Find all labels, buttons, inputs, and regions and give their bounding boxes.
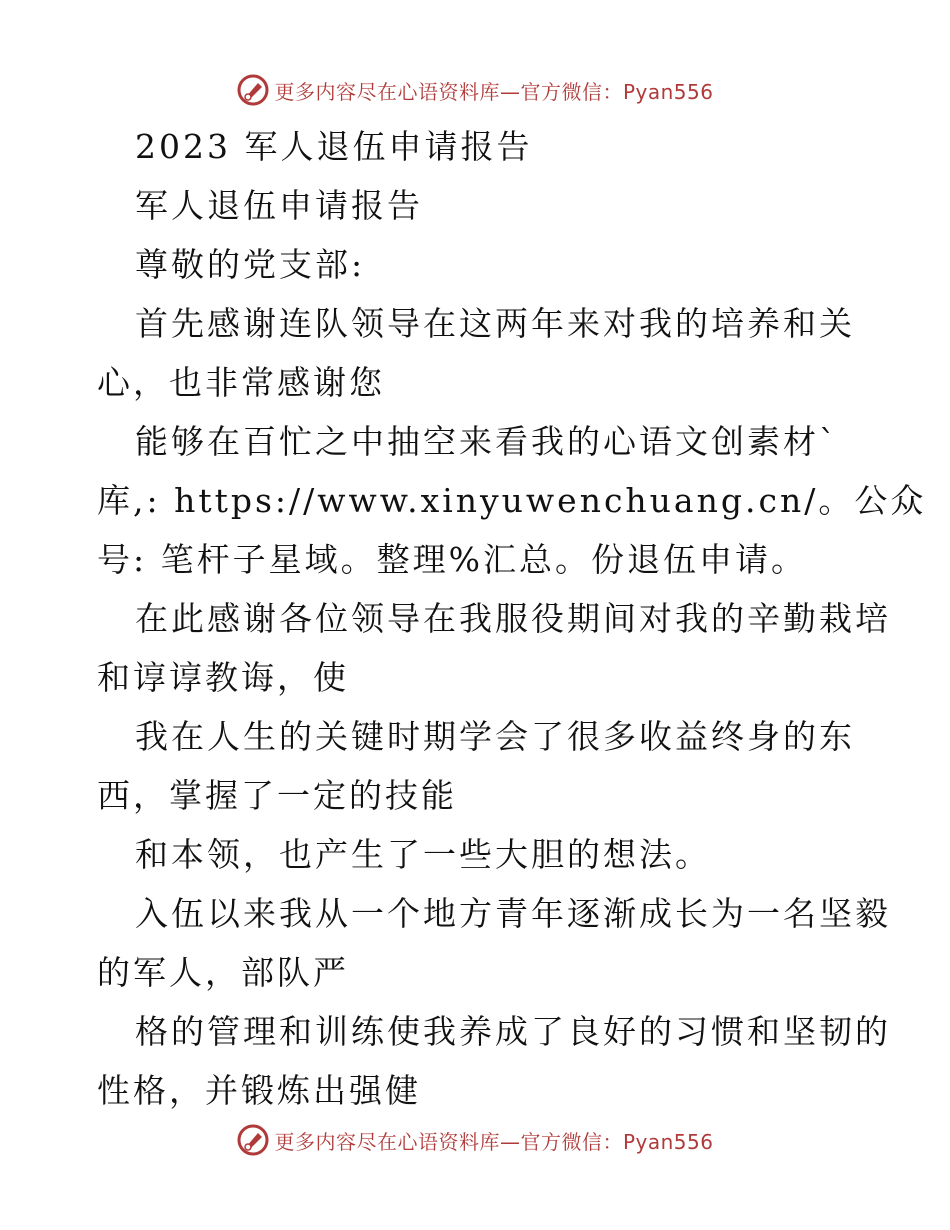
pen-nib-logo-icon [236,73,270,107]
paragraph-line: 首先感谢连队领导在这两年来对我的培养和关 [135,304,855,343]
salutation: 尊敬的党支部: [135,245,366,284]
paragraph-line: 我在人生的关键时期学会了很多收益终身的东 [135,717,855,756]
document-title: 2023 军人退伍申请报告 [135,127,533,166]
footer-watermark [0,1120,950,1160]
paragraph-line: 的军人，部队严 [97,953,349,992]
paragraph-line: 心，也非常感谢您 [97,363,385,402]
paragraph-line: 入伍以来我从一个地方青年逐渐成长为一名坚毅 [135,894,891,933]
paragraph-line: 和谆谆教诲，使 [97,658,349,697]
paragraph-line: 性格，并锻炼出强健 [97,1071,421,1110]
watermark-text: 更多内容尽在心语资料库—官方微信：Pyan556 [274,79,714,104]
paragraph-line: 在此感谢各位领导在我服役期间对我的辛勤栽培 [135,599,891,638]
paragraph-line: 西，掌握了一定的技能 [97,776,457,815]
paragraph-line: 格的管理和训练使我养成了良好的习惯和坚韧的 [135,1012,891,1051]
pen-nib-logo-icon [236,1123,270,1157]
document-subtitle: 军人退伍申请报告 [135,186,423,225]
paragraph-line: 和本领，也产生了一些大胆的想法。 [135,835,711,874]
paragraph-line: 号: 笔杆子星域。整理%汇总。份退伍申请。 [97,540,807,579]
paragraph-line: 能够在百忙之中抽空来看我的心语文创素材` [135,422,839,461]
header-watermark [0,70,950,110]
paragraph-line: 库,: https://www.xinyuwenchuang.cn/。公众 [97,481,927,520]
watermark-text: 更多内容尽在心语资料库—官方微信：Pyan556 [274,1129,714,1154]
